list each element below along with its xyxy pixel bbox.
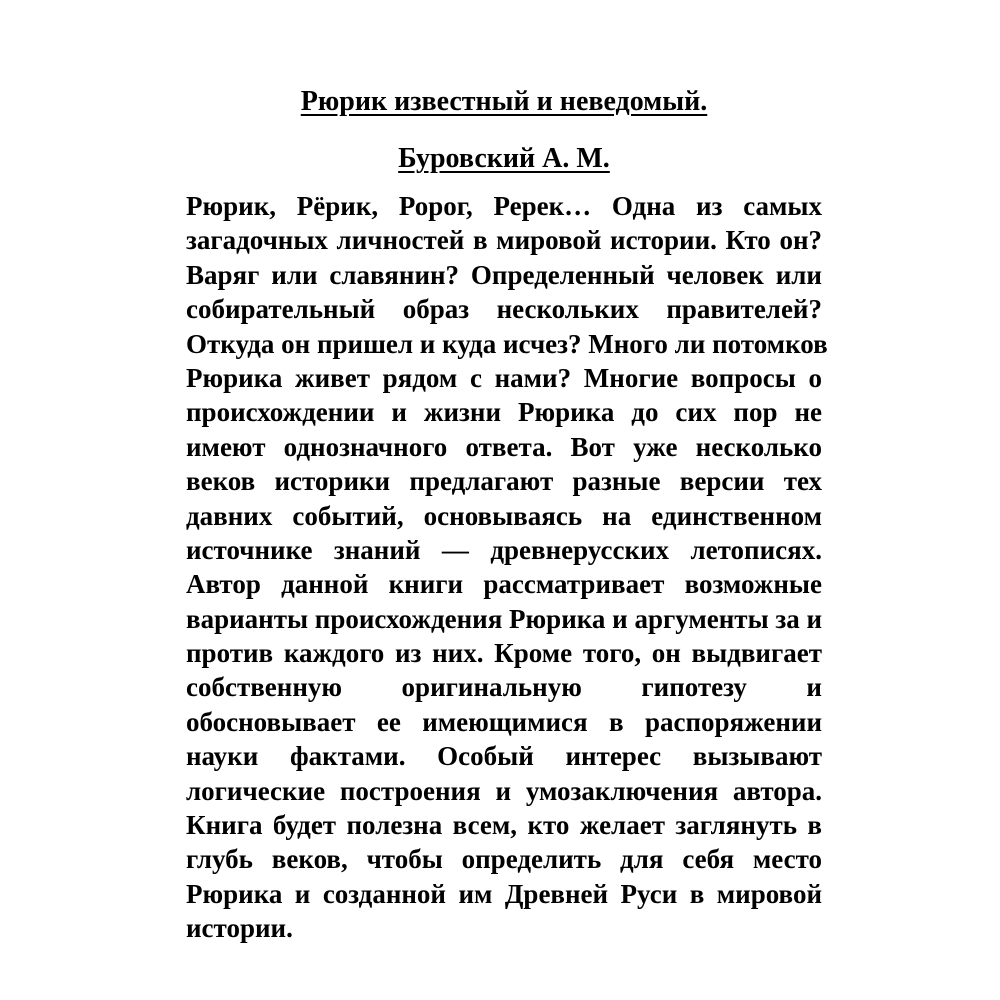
description-line: Рюрика и созданной им Древней Руси в мировой [186, 878, 822, 909]
description-line: веков историки предлагают разные версии тех [186, 466, 822, 497]
description-line: источнике знаний — древнерусских летописях. [186, 534, 822, 565]
description-line: имеют однозначного ответа. Вот уже несколько [186, 431, 822, 462]
description-line: глубь веков, чтобы определить для себя место [186, 844, 822, 875]
description-line: происхождении и жизни Рюрика до сих пор не [186, 397, 822, 428]
description-line: собирательный образ нескольких правителей? [186, 294, 822, 325]
description-line: Рюрик, Рёрик, Ророг, Ререк… Одна из самых [186, 191, 822, 221]
description-line: науки фактами. Особый интерес вызывают [186, 741, 822, 772]
description-body [186, 189, 828, 946]
description-line: логические построения и умозаключения автора. [186, 775, 822, 806]
description-line: Рюрика живет рядом с нами? Многие вопросы о [186, 362, 822, 393]
description-line: обосновывает ее имеющимися в распоряжении [186, 706, 822, 737]
description-line: собственную оригинальную гипотезу и [186, 672, 822, 703]
description-line: против каждого из них. Кроме того, он выдвигает [186, 638, 822, 669]
book-author: Буровский А. М. [398, 143, 610, 174]
description-line: варианты происхождения Рюрика и аргументы за и [186, 603, 823, 634]
description-line: Автор данной книги рассматривает возможные [186, 569, 822, 600]
description-line: загадочных личностей в мировой истории. Кто он? [186, 225, 822, 256]
description-line: Откуда он пришел и куда исчез? Много ли потомков [186, 328, 828, 359]
description-line: истории. [186, 913, 293, 944]
book-title: Рюрик известный и неведомый. [300, 86, 708, 117]
description-line: давних событий, основываясь на единственном [186, 500, 822, 531]
description-line: Книга будет полезна всем, кто желает заглянуть в [186, 810, 822, 841]
description-line: Варяг или славянин? Определенный человек или [186, 259, 822, 290]
book-description-page [186, 78, 828, 946]
